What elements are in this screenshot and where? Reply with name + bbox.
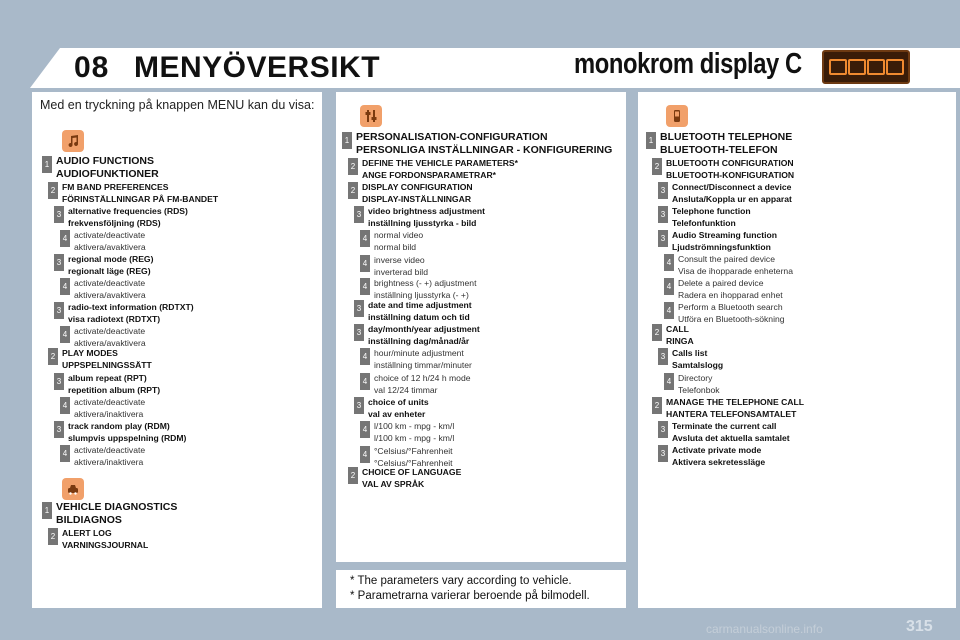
level-badge: 4: [60, 445, 70, 462]
level-badge: 4: [60, 278, 70, 295]
menu-entry-line: activate/deactivate: [74, 397, 146, 407]
menu-entry-level-2: [652, 157, 794, 181]
menu-entry-level-4: [360, 420, 454, 444]
menu-entry-level-3: [54, 205, 188, 229]
menu-entry-level-1: [42, 501, 177, 526]
menu-entry-level-2: [348, 181, 473, 205]
menu-entry-text: [374, 347, 472, 371]
menu-entry-text: [68, 301, 194, 325]
menu-entry-level-2: [48, 527, 148, 551]
menu-entry-level-3: [658, 420, 790, 444]
menu-entry-line: Perform a Bluetooth search: [678, 302, 783, 312]
menu-entry-text: [374, 372, 471, 396]
level-badge: 3: [54, 254, 64, 271]
level-badge: 2: [48, 348, 58, 365]
menu-entry-line: frekvensföljning (RDS): [68, 218, 161, 228]
level-badge: 2: [652, 324, 662, 341]
monochrome-display-icon: [822, 50, 910, 84]
menu-entry-line: Ljudströmningsfunktion: [672, 242, 771, 252]
menu-entry-text: [74, 277, 146, 301]
menu-entry-line: BLUETOOTH CONFIGURATION: [666, 158, 794, 168]
menu-entry-line: date and time adjustment: [368, 300, 472, 310]
menu-entry-line: BLUETOOTH-TELEFON: [660, 143, 778, 156]
level-badge: 3: [658, 206, 668, 223]
level-badge: 1: [42, 156, 52, 173]
menu-entry-text: [68, 420, 186, 444]
menu-entry-text: [666, 157, 794, 181]
menu-entry-text: [672, 347, 723, 371]
watermark: carmanualsonline.info: [706, 622, 823, 636]
menu-entry-line: VAL AV SPRÅK: [362, 479, 425, 489]
level-badge: 3: [54, 206, 64, 223]
menu-entry-line: day/month/year adjustment: [368, 324, 480, 334]
menu-entry-line: radio-text information (RDTXT): [68, 302, 194, 312]
level-badge: 2: [48, 528, 58, 545]
menu-entry-level-4: [664, 301, 785, 325]
menu-entry-text: [362, 466, 461, 490]
level-badge: 4: [664, 254, 674, 271]
menu-entry-line: CHOICE OF LANGUAGE: [362, 467, 462, 477]
menu-entry-level-2: [348, 157, 518, 181]
menu-entry-level-1: [646, 131, 792, 156]
level-badge: 4: [60, 397, 70, 414]
menu-entry-level-4: [60, 229, 146, 253]
phone-icon: [666, 105, 688, 127]
menu-entry-level-2: [348, 466, 461, 490]
menu-entry-level-3: [658, 347, 723, 371]
menu-entry-level-4: [60, 277, 146, 301]
menu-entry-text: [62, 347, 152, 371]
menu-entry-level-4: [360, 372, 471, 396]
menu-entry-line: PERSONALISATION-CONFIGURATION: [356, 131, 548, 143]
menu-entry-text: [374, 277, 476, 301]
menu-entry-line: DISPLAY CONFIGURATION: [362, 182, 473, 192]
menu-entry-line: regional mode (REG): [68, 254, 154, 264]
level-badge: 1: [42, 502, 52, 519]
level-badge: 4: [360, 446, 370, 463]
menu-entry-text: [68, 205, 188, 229]
menu-entry-level-3: [354, 323, 480, 347]
footnote-line-1: * The parameters vary according to vehicle.: [350, 575, 572, 587]
menu-entry-line: inverterad bild: [374, 267, 428, 277]
level-badge: 3: [54, 302, 64, 319]
menu-entry-level-2: [652, 396, 804, 420]
menu-entry-line: video brightness adjustment: [368, 206, 485, 216]
level-badge: 1: [646, 132, 656, 149]
menu-entry-level-4: [360, 347, 472, 371]
menu-entry-level-4: [60, 325, 146, 349]
level-badge: 4: [360, 255, 370, 272]
menu-entry-text: [672, 229, 777, 253]
menu-entry-text: [374, 229, 423, 253]
menu-entry-level-4: [360, 277, 476, 301]
level-badge: 4: [360, 421, 370, 438]
menu-entry-line: repetition album (RPT): [68, 385, 161, 395]
music-note-icon: [62, 130, 84, 152]
menu-entry-line: normal video: [374, 230, 424, 240]
page-subtitle: monokrom display C: [574, 48, 802, 80]
menu-entry-text: [62, 181, 218, 205]
page-title: MENYÖVERSIKT: [134, 51, 381, 84]
menu-entry-text: [660, 131, 792, 156]
menu-entry-text: [678, 253, 793, 277]
menu-entry-level-3: [354, 396, 429, 420]
menu-entry-text: [374, 254, 428, 278]
level-badge: 3: [354, 397, 364, 414]
menu-entry-line: aktivera/inaktivera: [74, 457, 144, 467]
menu-entry-text: [356, 131, 612, 156]
menu-entry-text: [666, 396, 804, 420]
menu-entry-line: Terminate the current call: [672, 421, 777, 431]
menu-entry-line: aktivera/avaktivera: [74, 242, 146, 252]
menu-entry-level-2: [652, 323, 694, 347]
menu-entry-text: [74, 444, 145, 468]
menu-entry-level-1: [42, 155, 159, 180]
menu-entry-line: MANAGE THE TELEPHONE CALL: [666, 397, 804, 407]
menu-entry-line: Aktivera sekretessläge: [672, 457, 766, 467]
menu-entry-line: Directory: [678, 373, 713, 383]
menu-entry-line: Visa de ihopparade enheterna: [678, 266, 793, 276]
menu-entry-line: track random play (RDM): [68, 421, 170, 431]
menu-entry-line: inverse video: [374, 255, 425, 265]
settings-sliders-icon: [360, 105, 382, 127]
level-badge: 4: [664, 278, 674, 295]
menu-entry-line: activate/deactivate: [74, 445, 146, 455]
menu-entry-line: inställning ljusstyrka - bild: [368, 218, 477, 228]
menu-entry-text: [74, 325, 146, 349]
menu-entry-line: val 12/24 timmar: [374, 385, 438, 395]
menu-entry-level-2: [48, 347, 152, 371]
menu-entry-level-3: [354, 299, 472, 323]
menu-entry-line: VARNINGSJOURNAL: [62, 540, 149, 550]
level-badge: 3: [658, 421, 668, 438]
menu-entry-line: aktivera/avaktivera: [74, 290, 146, 300]
level-badge: 4: [664, 373, 674, 390]
menu-entry-line: °Celsius/°Fahrenheit: [374, 458, 453, 468]
menu-entry-line: Ansluta/Koppla ur en apparat: [672, 194, 792, 204]
menu-entry-text: [368, 299, 472, 323]
page-number: 315: [906, 618, 933, 635]
menu-entry-text: [368, 323, 480, 347]
menu-entry-line: FM BAND PREFERENCES: [62, 182, 169, 192]
menu-entry-line: hour/minute adjustment: [374, 348, 464, 358]
level-badge: 2: [652, 397, 662, 414]
level-badge: 3: [354, 324, 364, 341]
menu-entry-line: AUDIOFUNKTIONER: [56, 167, 159, 180]
menu-entry-line: inställning timmar/minuter: [374, 360, 472, 370]
menu-entry-line: CALL: [666, 324, 689, 334]
level-badge: 3: [658, 182, 668, 199]
level-badge: 3: [658, 348, 668, 365]
footnote-line-2: * Parametrarna varierar beroende på bilmodell.: [350, 590, 590, 602]
menu-entry-line: Audio Streaming function: [672, 230, 778, 240]
menu-entry-line: ANGE FORDONSPARAMETRAR*: [362, 170, 496, 180]
menu-entry-text: [62, 527, 148, 551]
menu-entry-line: BLUETOOTH-KONFIGURATION: [666, 170, 795, 180]
menu-entry-line: PLAY MODES: [62, 348, 118, 358]
menu-entry-text: [368, 396, 429, 420]
menu-entry-line: AUDIO FUNCTIONS: [56, 155, 154, 167]
menu-entry-text: [362, 181, 473, 205]
menu-entry-line: Utföra en Bluetooth-sökning: [678, 314, 785, 324]
level-badge: 3: [354, 300, 364, 317]
menu-entry-text: [672, 181, 792, 205]
menu-entry-level-3: [658, 444, 765, 468]
menu-entry-text: [74, 396, 145, 420]
menu-entry-line: aktivera/inaktivera: [74, 409, 144, 419]
level-badge: 4: [360, 230, 370, 247]
menu-entry-line: VEHICLE DIAGNOSTICS: [56, 501, 178, 513]
level-badge: 4: [60, 230, 70, 247]
menu-entry-level-4: [664, 372, 720, 396]
menu-entry-text: [56, 501, 177, 526]
menu-entry-text: [666, 323, 694, 347]
level-badge: 4: [664, 302, 674, 319]
level-badge: 2: [348, 158, 358, 175]
menu-entry-line: album repeat (RPT): [68, 373, 147, 383]
menu-entry-line: Connect/Disconnect a device: [672, 182, 792, 192]
menu-entry-line: Telefonbok: [678, 385, 720, 395]
menu-entry-line: Activate private mode: [672, 445, 762, 455]
menu-entry-text: [362, 157, 518, 181]
menu-entry-level-3: [658, 205, 751, 229]
menu-entry-level-4: [360, 229, 423, 253]
menu-entry-text: [678, 372, 720, 396]
level-badge: 3: [54, 373, 64, 390]
chapter-number: 08: [74, 51, 110, 84]
menu-entry-line: aktivera/avaktivera: [74, 338, 146, 348]
menu-entry-line: Radera en ihopparad enhet: [678, 290, 783, 300]
menu-entry-text: [672, 444, 765, 468]
menu-entry-line: FÖRINSTÄLLNINGAR PÅ FM-BANDET: [62, 194, 219, 204]
level-badge: 1: [342, 132, 352, 149]
menu-entry-line: RINGA: [666, 336, 694, 346]
menu-entry-level-4: [360, 254, 428, 278]
menu-entry-line: choice of units: [368, 397, 429, 407]
menu-entry-line: normal bild: [374, 242, 417, 252]
menu-entry-text: [68, 372, 160, 396]
menu-entry-text: [368, 205, 485, 229]
menu-entry-line: activate/deactivate: [74, 278, 146, 288]
menu-entry-line: Avsluta det aktuella samtalet: [672, 433, 790, 443]
menu-entry-line: Consult the paired device: [678, 254, 775, 264]
menu-entry-line: Telephone function: [672, 206, 751, 216]
menu-entry-line: PERSONLIGA INSTÄLLNINGAR - KONFIGURERING: [356, 143, 613, 156]
menu-entry-level-4: [664, 253, 793, 277]
menu-entry-line: Telefonfunktion: [672, 218, 736, 228]
menu-entry-text: [678, 277, 783, 301]
level-badge: 3: [658, 445, 668, 462]
menu-entry-level-3: [354, 205, 485, 229]
menu-entry-level-3: [658, 229, 777, 253]
menu-entry-line: activate/deactivate: [74, 230, 146, 240]
menu-entry-text: [68, 253, 153, 277]
menu-entry-line: l/100 km - mpg - km/l: [374, 433, 455, 443]
level-badge: 2: [348, 467, 358, 484]
menu-entry-level-3: [54, 253, 153, 277]
level-badge: 4: [360, 278, 370, 295]
menu-entry-line: alternative frequencies (RDS): [68, 206, 188, 216]
menu-entry-level-3: [54, 420, 186, 444]
menu-entry-line: ALERT LOG: [62, 528, 112, 538]
menu-entry-level-3: [54, 372, 160, 396]
menu-entry-line: Calls list: [672, 348, 708, 358]
menu-entry-text: [672, 205, 751, 229]
menu-entry-text: [672, 420, 790, 444]
level-badge: 4: [60, 326, 70, 343]
menu-entry-line: inställning ljusstyrka (- +): [374, 290, 469, 300]
menu-entry-line: BLUETOOTH TELEPHONE: [660, 131, 793, 143]
menu-entry-line: BILDIAGNOS: [56, 513, 122, 526]
level-badge: 3: [54, 421, 64, 438]
level-badge: 2: [652, 158, 662, 175]
car-warning-icon: [62, 478, 84, 500]
menu-entry-line: HANTERA TELEFONSAMTALET: [666, 409, 797, 419]
menu-entry-line: DISPLAY-INSTÄLLNINGAR: [362, 194, 472, 204]
menu-entry-level-3: [658, 181, 792, 205]
menu-entry-line: visa radiotext (RDTXT): [68, 314, 161, 324]
menu-entry-text: [374, 420, 454, 444]
menu-entry-line: l/100 km - mpg - km/l: [374, 421, 455, 431]
level-badge: 4: [360, 348, 370, 365]
menu-entry-line: regionalt läge (REG): [68, 266, 151, 276]
menu-entry-line: °Celsius/°Fahrenheit: [374, 446, 453, 456]
menu-entry-line: brightness (- +) adjustment: [374, 278, 477, 288]
menu-entry-line: DEFINE THE VEHICLE PARAMETERS*: [362, 158, 518, 168]
menu-entry-level-1: [342, 131, 612, 156]
menu-entry-line: Samtalslogg: [672, 360, 724, 370]
intro-text: Med en tryckning på knappen MENU kan du visa:: [40, 98, 315, 112]
menu-entry-text: [74, 229, 146, 253]
menu-entry-level-3: [54, 301, 194, 325]
menu-entry-line: inställning dag/månad/år: [368, 336, 470, 346]
menu-entry-level-4: [664, 277, 783, 301]
level-badge: 3: [354, 206, 364, 223]
level-badge: 4: [360, 373, 370, 390]
menu-entry-line: activate/deactivate: [74, 326, 146, 336]
menu-entry-line: choice of 12 h/24 h mode: [374, 373, 471, 383]
menu-entry-line: inställning datum och tid: [368, 312, 470, 322]
menu-entry-level-2: [48, 181, 218, 205]
menu-entry-line: slumpvis uppspelning (RDM): [68, 433, 187, 443]
menu-entry-line: val av enheter: [368, 409, 426, 419]
menu-entry-text: [678, 301, 785, 325]
menu-entry-line: Delete a paired device: [678, 278, 764, 288]
level-badge: 2: [48, 182, 58, 199]
menu-entry-text: [56, 155, 159, 180]
menu-entry-level-4: [60, 396, 145, 420]
level-badge: 2: [348, 182, 358, 199]
level-badge: 3: [658, 230, 668, 247]
menu-entry-level-4: [60, 444, 145, 468]
menu-entry-line: UPPSPELNINGSSÄTT: [62, 360, 152, 370]
